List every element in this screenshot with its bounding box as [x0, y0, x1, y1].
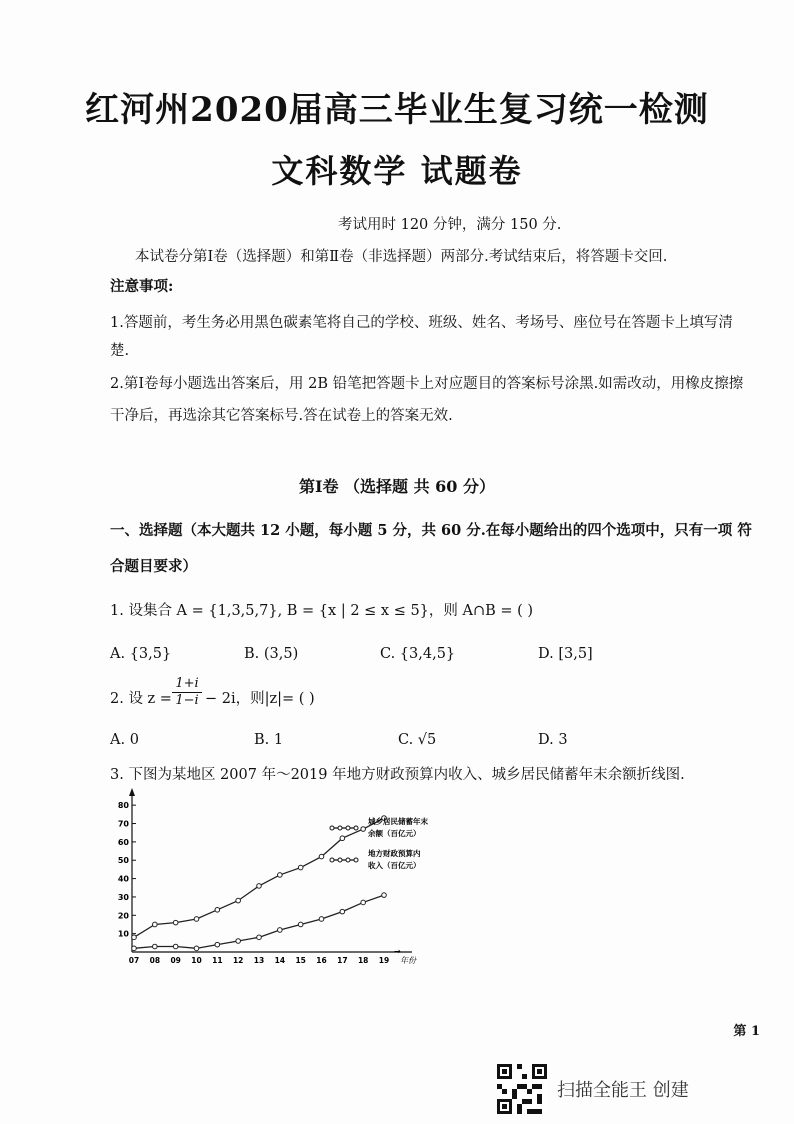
x-tick-label: 09: [170, 956, 181, 965]
legend-marker: [346, 858, 350, 862]
x-tick-label: 18: [357, 956, 369, 965]
fraction-numerator: 1+i: [175, 676, 199, 691]
series-1-point: [257, 884, 262, 889]
series-1-point: [236, 898, 241, 903]
series-1-point: [319, 854, 324, 859]
question-1-option-b: B. (3,5): [244, 646, 299, 662]
x-tick-label: 10: [191, 956, 202, 965]
question-1-option-d: D. [3,5]: [538, 646, 593, 662]
exam-subtitle: 文科数学 试题卷: [271, 152, 523, 190]
y-tick-label: 40: [117, 874, 129, 884]
question-2-prefix: 2. 设 z =: [110, 691, 172, 707]
question-2-suffix: − 2i，则|z|= ( ): [205, 691, 315, 707]
legend-marker: [354, 826, 358, 830]
series-2-point: [278, 928, 283, 933]
exam-title: 红河州2020届高三毕业生复习统一检测: [85, 90, 709, 130]
x-axis-label: 年份: [400, 956, 416, 965]
note-1-line-1: 1.答题前，考生务必用黑色碳素笔将自己的学校、班级、姓名、考场号、座位号在答题卡上填写清: [110, 315, 733, 331]
note-2-line-1: 2.第Ⅰ卷每小题选出答案后，用 2B 铅笔把答题卡上对应题目的答案标号涂黑.如需改动，用橡皮擦擦: [110, 376, 744, 392]
series-2-point: [340, 909, 345, 914]
x-tick-label: 19: [378, 956, 390, 965]
series-1-point: [215, 907, 220, 912]
series-line-1: [134, 818, 384, 937]
note-1-line-2: 楚.: [110, 343, 130, 359]
scanner-watermark: [497, 1064, 689, 1114]
x-tick-label: 15: [295, 956, 306, 965]
y-tick-label: 50: [117, 856, 129, 866]
question-2-option-a: A. 0: [110, 732, 139, 748]
x-tick-label: 07: [128, 956, 140, 965]
series-1-point: [278, 873, 283, 878]
series-1-point: [194, 917, 199, 922]
legend-label-line-1: 地方财政预算内: [368, 849, 421, 858]
section-instructions-line-2: 合题目要求）: [110, 558, 197, 575]
exam-structure: 本试卷分第Ⅰ卷（选择题）和第Ⅱ卷（非选择题）两部分.考试结束后，将答题卡交回.: [135, 249, 668, 265]
series-1-point: [153, 922, 158, 927]
series-2-point: [298, 922, 303, 927]
y-tick-label: 30: [117, 892, 129, 902]
series-2-point: [319, 917, 324, 922]
x-tick-label: 08: [149, 956, 161, 965]
y-tick-label: 70: [117, 819, 129, 829]
legend-marker: [338, 826, 342, 830]
series-2-point: [132, 946, 137, 951]
series-1-point: [173, 920, 178, 925]
y-tick-label: 80: [117, 801, 129, 811]
y-tick-label: 20: [117, 911, 129, 921]
series-1-point: [132, 935, 137, 940]
y-tick-label: 60: [117, 837, 129, 847]
section-title: 第Ⅰ卷 （选择题 共 60 分）: [298, 477, 496, 496]
x-tick-label: 13: [253, 956, 265, 965]
legend-marker: [354, 858, 358, 862]
legend-label-line-1: 城乡居民储蓄年末: [368, 817, 428, 826]
question-2-option-b: B. 1: [254, 732, 284, 748]
legend-marker: [346, 826, 350, 830]
series-2-point: [173, 944, 178, 949]
qr-code-icon: [497, 1064, 547, 1114]
question-1-option-a: A. {3,5}: [110, 646, 172, 662]
y-tick-label: 10: [117, 929, 129, 939]
series-2-point: [194, 946, 199, 951]
exam-info: 考试用时 120 分钟，满分 150 分.: [338, 217, 562, 233]
series-2-point: [153, 944, 158, 949]
fraction-denominator: 1−i: [172, 692, 202, 708]
question-2-option-c: C. √5: [398, 732, 437, 748]
series-1-point: [340, 836, 345, 841]
page-number: 第 1: [733, 1024, 760, 1039]
question-1-option-c: C. {3,4,5}: [380, 646, 456, 662]
x-tick-label: 16: [316, 956, 327, 965]
question-3-text: 3. 下图为某地区 2007 年～2019 年地方财政预算内收入、城乡居民储蓄年末余额折线图.: [110, 767, 685, 783]
legend-label-line-2: 余额（百亿元）: [368, 829, 421, 838]
legend-marker: [330, 826, 334, 830]
series-2-point: [236, 939, 241, 944]
series-2-point: [215, 942, 220, 947]
legend-marker: [330, 858, 334, 862]
note-2-line-2: 干净后，再选涂其它答案标号.答在试卷上的答案无效.: [110, 408, 453, 424]
notes-title: 注意事项:: [110, 278, 174, 295]
section-instructions-line-1: 一、选择题（本大题共 12 小题，每小题 5 分，共 60 分.在每小题给出的四个选项中，只有一项 符: [110, 522, 752, 539]
series-2-point: [382, 893, 387, 898]
question-2-option-d: D. 3: [538, 732, 568, 748]
question-2-fraction: [172, 676, 202, 708]
series-line-2: [134, 895, 384, 948]
x-axis-arrow-icon: →: [394, 947, 401, 956]
legend-label-line-2: 收入（百亿元）: [368, 861, 421, 870]
x-tick-label: 17: [337, 956, 348, 965]
y-axis-arrow-icon: [129, 788, 135, 796]
series-2-point: [361, 900, 366, 905]
legend-marker: [338, 858, 342, 862]
series-1-point: [361, 827, 366, 832]
x-tick-label: 12: [232, 956, 244, 965]
scanner-label: 扫描全能王 创建: [557, 1080, 689, 1101]
question-1-text: 1. 设集合 A = {1,3,5,7}, B = {x | 2 ≤ x ≤ 5}，则 A∩B = ( ): [110, 603, 534, 619]
x-tick-label: 11: [212, 956, 223, 965]
series-1-point: [298, 865, 303, 870]
line-chart: [110, 786, 470, 976]
x-tick-label: 14: [274, 956, 286, 965]
series-2-point: [257, 935, 262, 940]
